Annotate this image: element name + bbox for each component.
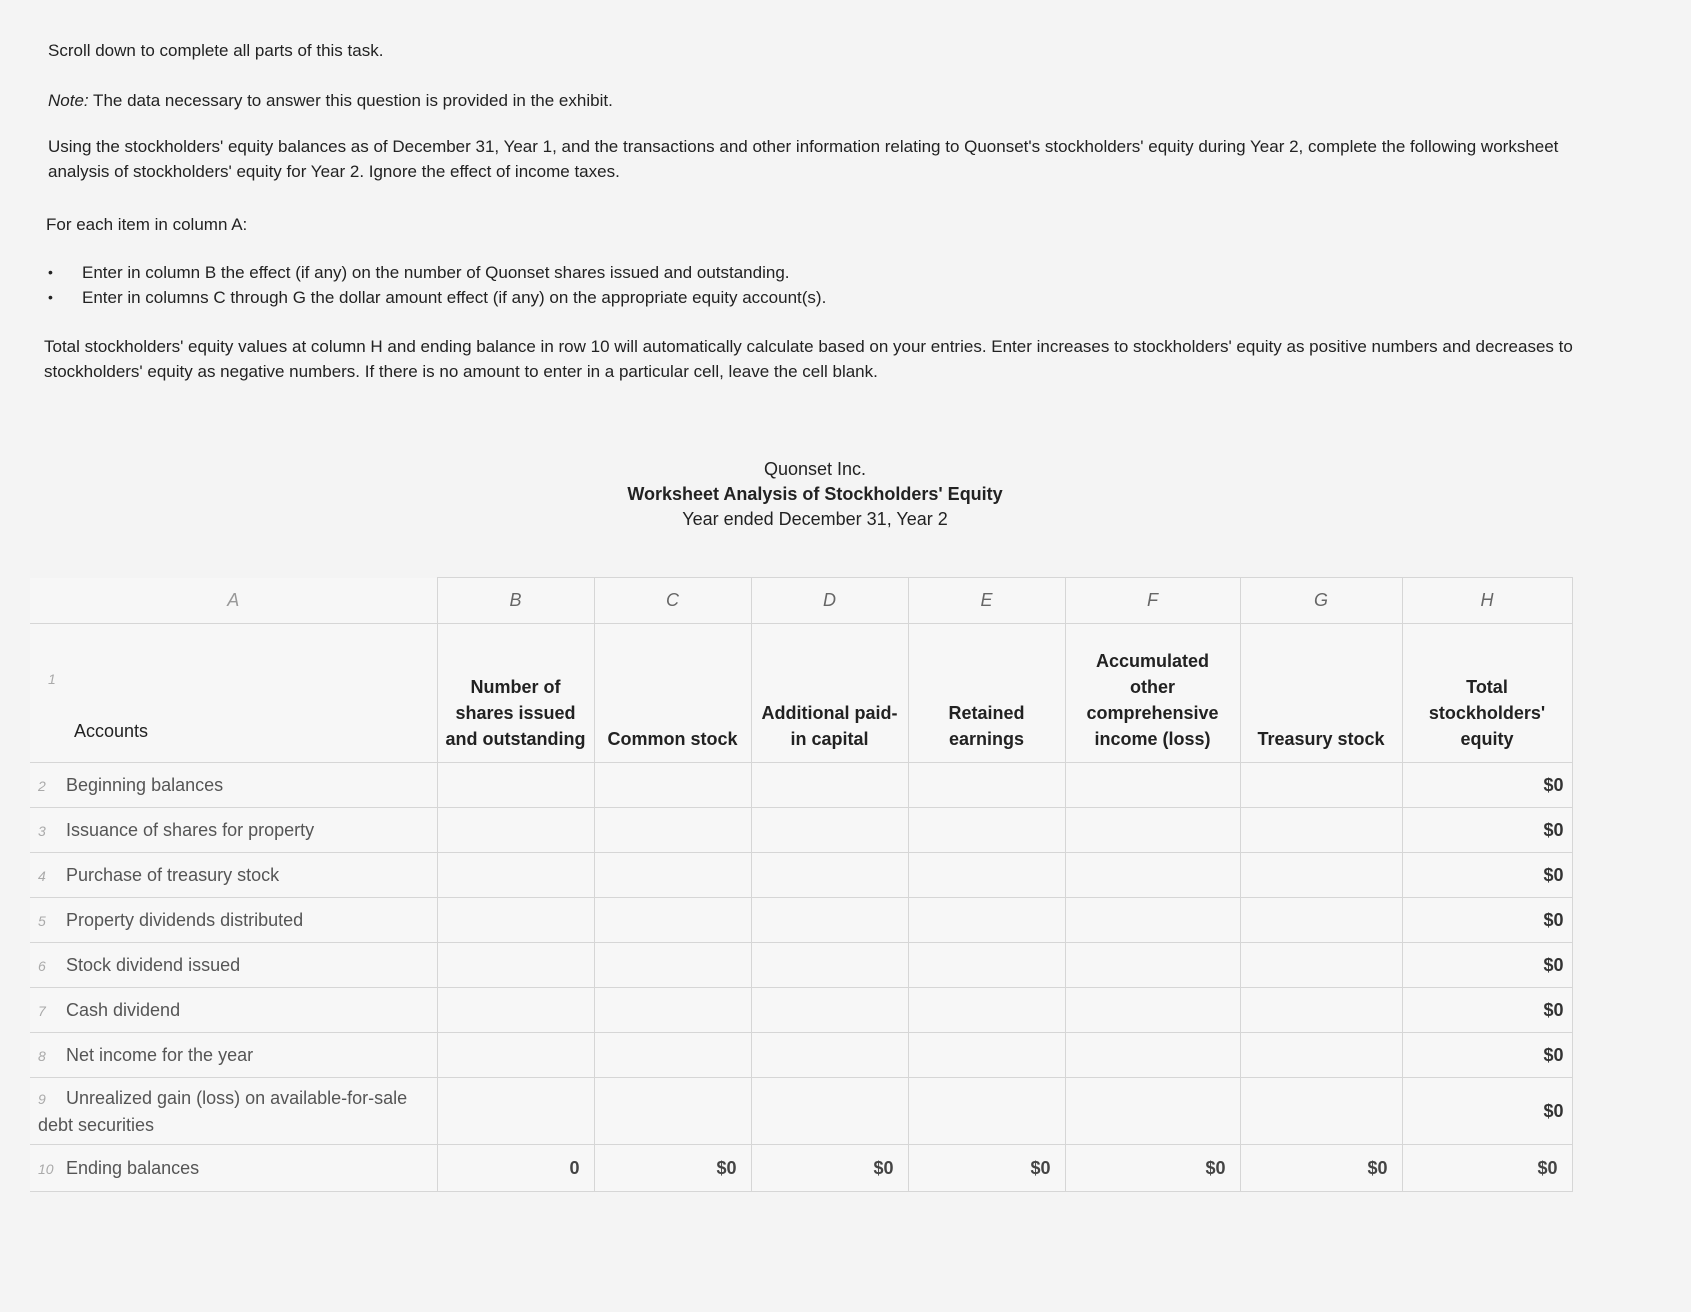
row-total: $0 (1402, 1078, 1572, 1145)
table-row (30, 1078, 1572, 1145)
table-row (30, 988, 1572, 1033)
row-label: 4 Purchase of treasury stock (30, 853, 437, 898)
input-cell-apic[interactable] (751, 808, 908, 853)
input-cell-treasury-stock[interactable] (1240, 808, 1402, 853)
row-label: 8 Net income for the year (30, 1033, 437, 1078)
ending-apic: $0 (751, 1145, 908, 1192)
input-cell-shares[interactable] (437, 1033, 594, 1078)
input-cell-apic[interactable] (751, 988, 908, 1033)
input-cell-retained-earnings[interactable] (908, 1033, 1065, 1078)
input-cell-retained-earnings[interactable] (908, 1078, 1065, 1145)
row-label: 9 Unrealized gain (loss) on available-for-sale debt securities (30, 1078, 437, 1145)
input-cell-apic[interactable] (751, 1033, 908, 1078)
col-letter-e: E (908, 578, 1065, 624)
row-label: 10 Ending balances (30, 1145, 437, 1192)
table-row (30, 1033, 1572, 1078)
input-cell-aoci[interactable] (1065, 988, 1240, 1033)
input-cell-common-stock[interactable] (594, 988, 751, 1033)
input-cell-common-stock[interactable] (594, 1078, 751, 1145)
input-cell-shares[interactable] (437, 808, 594, 853)
worksheet-period: Year ended December 31, Year 2 (682, 509, 948, 529)
table-row (30, 943, 1572, 988)
worksheet-heading: Worksheet Analysis of Stockholders' Equity (627, 484, 1003, 504)
header-total-equity: Total stockholders' equity (1402, 624, 1572, 763)
row-total: $0 (1402, 1033, 1572, 1078)
scroll-instruction: Scroll down to complete all parts of this task. (48, 41, 384, 60)
col-letter-c: C (594, 578, 751, 624)
col-letter-f: F (1065, 578, 1240, 624)
input-cell-retained-earnings[interactable] (908, 943, 1065, 988)
table-row (30, 898, 1572, 943)
ending-total-equity: $0 (1402, 1145, 1572, 1192)
row-label: 3 Issuance of shares for property (30, 808, 437, 853)
for-each-text: For each item in column A: (46, 215, 248, 234)
input-cell-shares[interactable] (437, 898, 594, 943)
input-cell-apic[interactable] (751, 763, 908, 808)
input-cell-treasury-stock[interactable] (1240, 1078, 1402, 1145)
input-cell-treasury-stock[interactable] (1240, 763, 1402, 808)
input-cell-common-stock[interactable] (594, 808, 751, 853)
equity-worksheet-table (30, 577, 1573, 1192)
input-cell-retained-earnings[interactable] (908, 988, 1065, 1033)
input-cell-apic[interactable] (751, 1078, 908, 1145)
col-letter-h: H (1402, 578, 1572, 624)
ending-aoci: $0 (1065, 1145, 1240, 1192)
row-total: $0 (1402, 988, 1572, 1033)
input-cell-treasury-stock[interactable] (1240, 988, 1402, 1033)
table-row (30, 808, 1572, 853)
input-cell-retained-earnings[interactable] (908, 898, 1065, 943)
row-label: 5 Property dividends distributed (30, 898, 437, 943)
col-letter-d: D (751, 578, 908, 624)
col-letter-a: A (30, 578, 437, 624)
input-cell-treasury-stock[interactable] (1240, 1033, 1402, 1078)
input-cell-apic[interactable] (751, 943, 908, 988)
row-total: $0 (1402, 943, 1572, 988)
input-cell-aoci[interactable] (1065, 898, 1240, 943)
col-letter-b: B (437, 578, 594, 624)
input-cell-common-stock[interactable] (594, 1033, 751, 1078)
row-total: $0 (1402, 808, 1572, 853)
input-cell-retained-earnings[interactable] (908, 853, 1065, 898)
note-label: Note: (48, 91, 89, 110)
column-letters-row (30, 578, 1572, 624)
input-cell-treasury-stock[interactable] (1240, 853, 1402, 898)
input-cell-retained-earnings[interactable] (908, 808, 1065, 853)
note-text (48, 88, 613, 113)
header-row (30, 624, 1572, 763)
row-total: $0 (1402, 853, 1572, 898)
input-cell-common-stock[interactable] (594, 898, 751, 943)
ending-shares: 0 (437, 1145, 594, 1192)
header-aoci: Accumulated other comprehensive income (loss) (1065, 624, 1240, 763)
row-label: 6 Stock dividend issued (30, 943, 437, 988)
input-cell-common-stock[interactable] (594, 853, 751, 898)
input-cell-apic[interactable] (751, 853, 908, 898)
row-total: $0 (1402, 763, 1572, 808)
input-cell-treasury-stock[interactable] (1240, 943, 1402, 988)
input-cell-shares[interactable] (437, 853, 594, 898)
input-cell-aoci[interactable] (1065, 1033, 1240, 1078)
input-cell-common-stock[interactable] (594, 943, 751, 988)
row-label: 2 Beginning balances (30, 763, 437, 808)
instruction-bullets (48, 260, 826, 310)
header-shares: Number of shares issued and outstanding (437, 624, 594, 763)
header-accounts: 1 Accounts (30, 624, 437, 763)
table-row (30, 763, 1572, 808)
input-cell-aoci[interactable] (1065, 763, 1240, 808)
ending-retained-earnings: $0 (908, 1145, 1065, 1192)
input-cell-common-stock[interactable] (594, 763, 751, 808)
row-number: 1 (48, 671, 56, 687)
row-total: $0 (1402, 898, 1572, 943)
worksheet-title (560, 457, 1070, 532)
input-cell-aoci[interactable] (1065, 808, 1240, 853)
bullet-item: • Enter in column B the effect (if any) on the number of Quonset shares issued and outstanding. (48, 260, 826, 285)
ending-treasury-stock: $0 (1240, 1145, 1402, 1192)
input-cell-apic[interactable] (751, 898, 908, 943)
input-cell-treasury-stock[interactable] (1240, 898, 1402, 943)
input-cell-shares[interactable] (437, 1078, 594, 1145)
input-cell-aoci[interactable] (1065, 943, 1240, 988)
header-treasury-stock: Treasury stock (1240, 624, 1402, 763)
table-row (30, 853, 1572, 898)
note-body: The data necessary to answer this question is provided in the exhibit. (88, 91, 613, 110)
input-cell-shares[interactable] (437, 988, 594, 1033)
col-letter-g: G (1240, 578, 1402, 624)
task-description: Using the stockholders' equity balances as of December 31, Year 1, and the transactions and other information relating to Quonset's stockholders' equity during Year 2, complete the following worksheet analysis of stockholders' equity for Year 2. Ignore the effect of income taxes. (48, 137, 1559, 181)
bullet-item: • Enter in columns C through G the dollar amount effect (if any) on the appropriate equity account(s). (48, 285, 826, 310)
row-label: 7 Cash dividend (30, 988, 437, 1033)
header-retained-earnings: Retained earnings (908, 624, 1065, 763)
ending-common-stock: $0 (594, 1145, 751, 1192)
input-cell-aoci[interactable] (1065, 1078, 1240, 1145)
input-cell-shares[interactable] (437, 763, 594, 808)
company-name: Quonset Inc. (763, 459, 867, 479)
auto-calc-note: Total stockholders' equity values at column H and ending balance in row 10 will automatically calculate based on your entries. Enter increases to stockholders' equity as positive numbers and decreases to stockholders' equity as negative numbers. If there is no amount to enter in a particular cell, leave the cell blank. (44, 337, 1573, 381)
ending-balances-row (30, 1145, 1572, 1192)
input-cell-retained-earnings[interactable] (908, 763, 1065, 808)
input-cell-aoci[interactable] (1065, 853, 1240, 898)
header-apic: Additional paid-in capital (751, 624, 908, 763)
header-common-stock: Common stock (594, 624, 751, 763)
input-cell-shares[interactable] (437, 943, 594, 988)
